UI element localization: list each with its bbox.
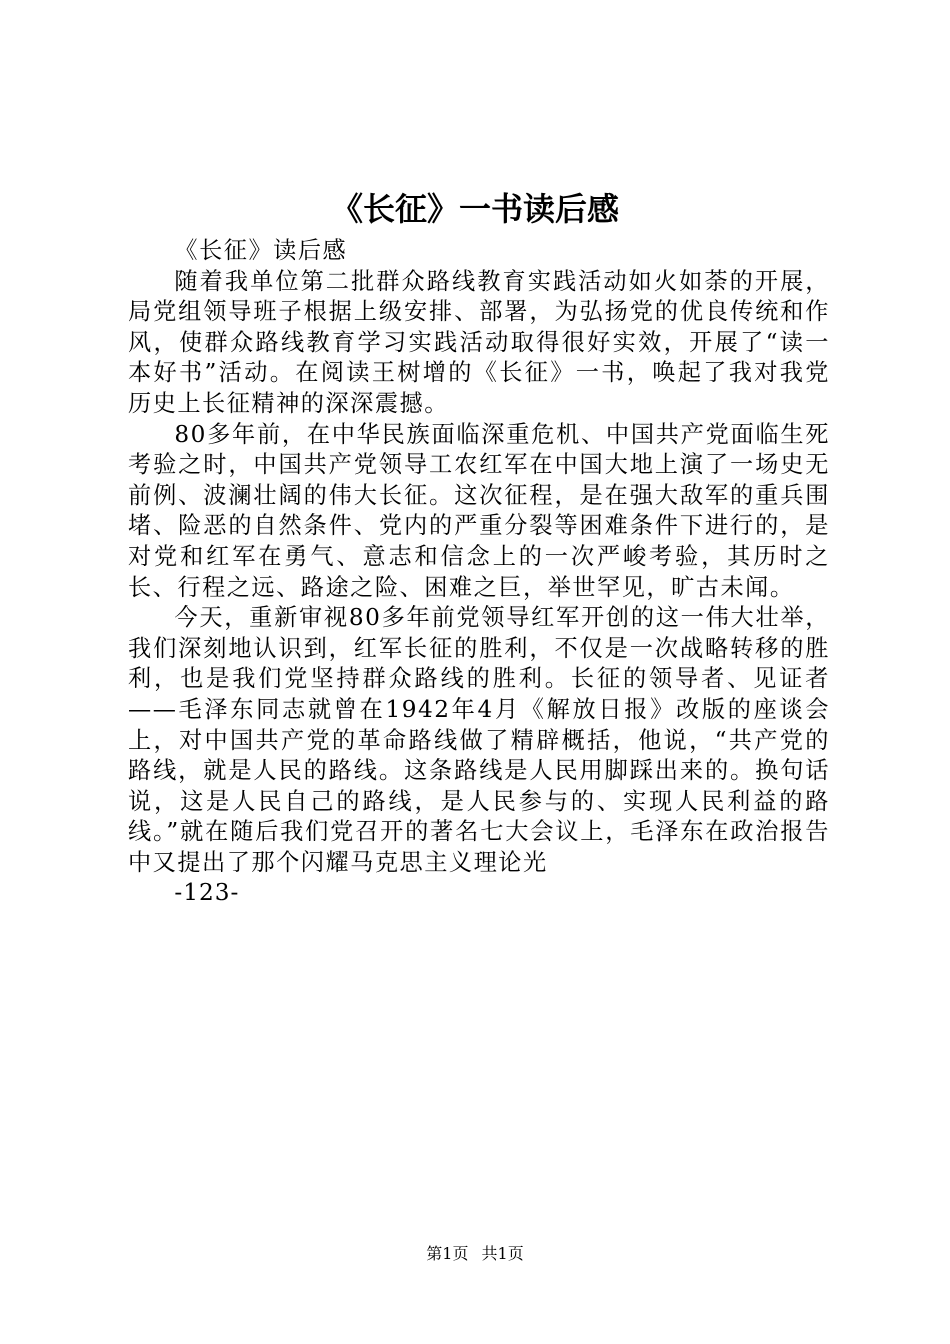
document-subtitle: 《长征》读后感	[174, 237, 348, 264]
paragraph-3: 今天，重新审视80多年前党领导红军开创的这一伟大壮举，我们深刻地认识到，红军长征的胜利，不仅是一次战略转移的胜利，也是我们党坚持群众路线的胜利。长征的领导者、见证者——毛泽东同志就曾在1942年4月《解放日报》改版的座谈会上，对中国共产党的革命路线做了精辟概括，他说，“共产党的路线，就是人民的路线。这条路线是人民用脚踩出来的。换句话说，这是人民自己的路线，是人民参与的、实现人民利益的路线。”就在随后我们党召开的著名七大会议上，毛泽东在政治报告中又提出了那个闪耀马克思主义理论光	[128, 604, 830, 876]
paragraph-1: 随着我单位第二批群众路线教育实践活动如火如荼的开展，局党组领导班子根据上级安排、部署，为弘扬党的优良传统和作风，使群众路线教育学习实践活动取得很好实效，开展了“读一本好书”活动。在阅读王树增的《长征》一书，唤起了我对我党历史上长征精神的深深震撼。	[128, 267, 830, 417]
footer-total-label: 共1页	[481, 1244, 524, 1263]
document-title: 《长征》一书读后感	[330, 190, 619, 228]
page-footer	[0, 1243, 950, 1265]
document-body	[128, 236, 830, 909]
paragraph-2: 80多年前，在中华民族面临深重危机、中国共产党面临生死考验之时，中国共产党领导工农红军在中国大地上演了一场史无前例、波澜壮阔的伟大长征。这次征程，是在强大敌军的重兵围堵、险恶的自然条件、党内的严重分裂等困难条件下进行的，是对党和红军在勇气、意志和信念上的一次严峻考验，其历时之长、行程之远、路途之险、困难之巨，举世罕见，旷古未闻。	[128, 420, 830, 601]
inline-page-number: -123-	[174, 879, 240, 907]
footer-page-label: 第1页	[426, 1244, 469, 1263]
